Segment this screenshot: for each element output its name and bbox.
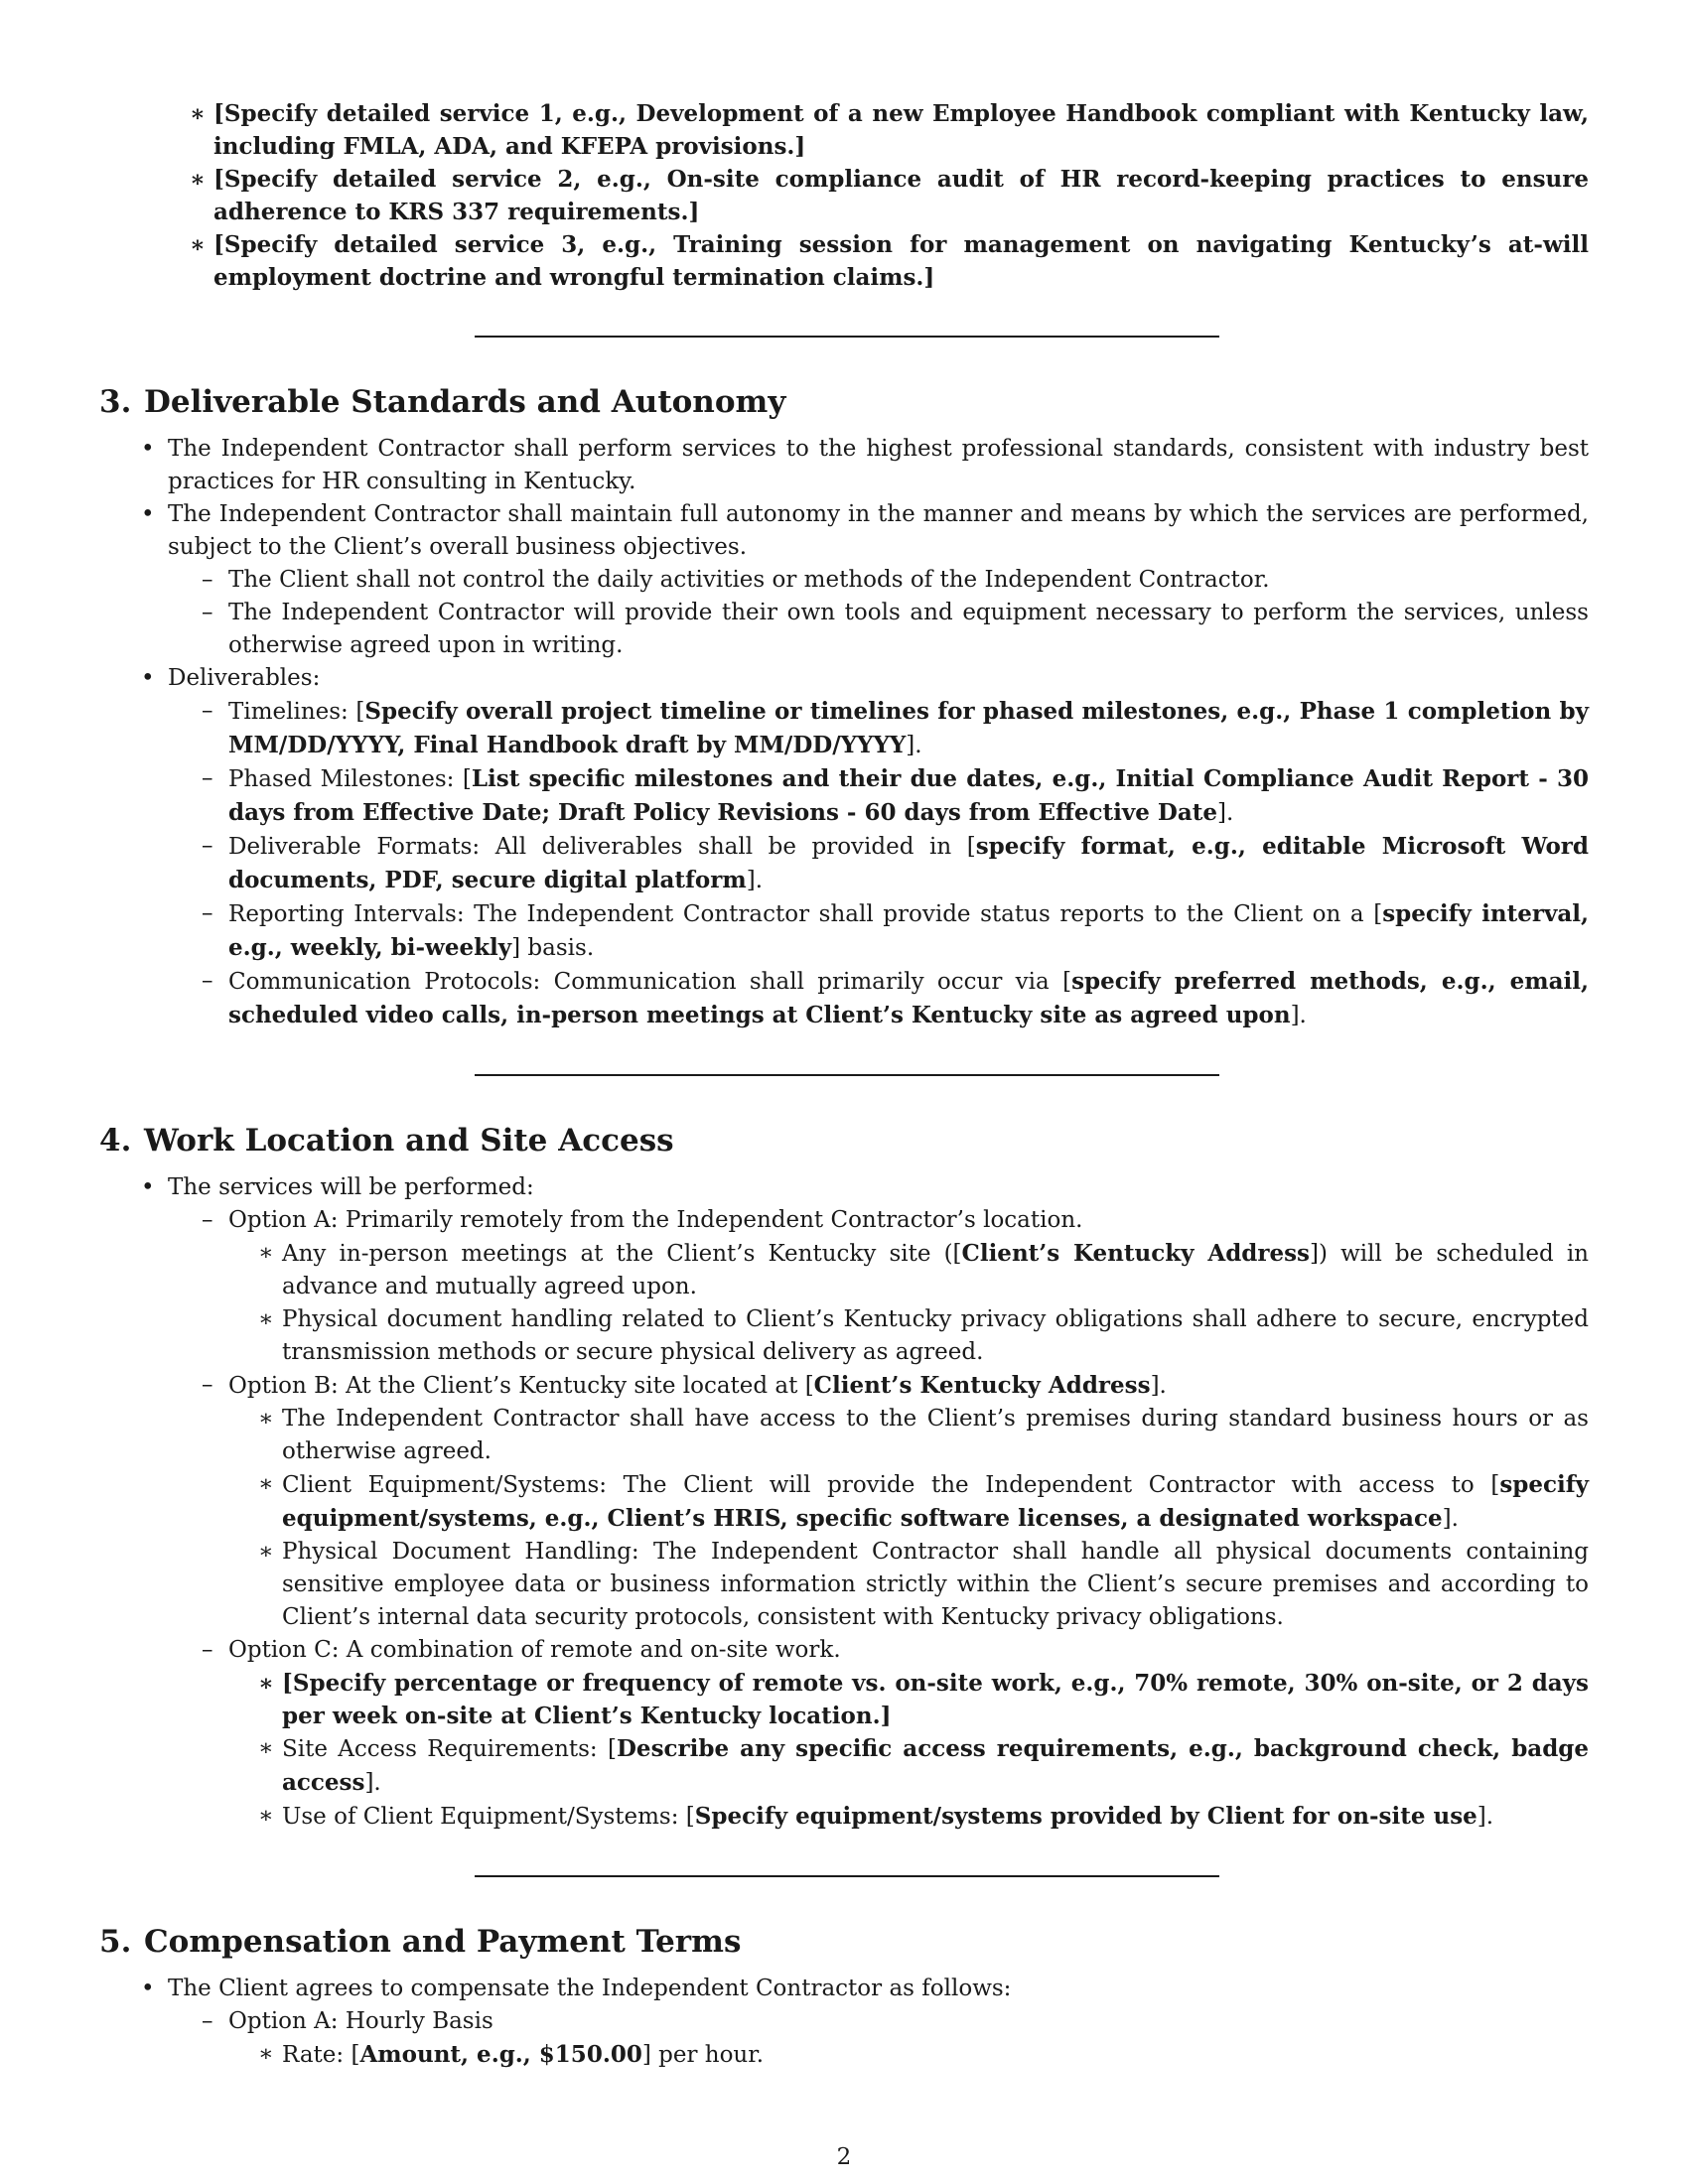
list-item: ∗ The Independent Contractor shall have access to the Client’s premises during standard business hours or as otherwise agreed.: [258, 1406, 1589, 1464]
list-item: ∗ Use of Client Equipment/Systems: [Specify equipment/systems provided by Client for on-site use].: [258, 1803, 1494, 1830]
list-item: • The Independent Contractor shall perform services to the highest professional standards, consistent with industry best practices for HR consulting in Kentucky.: [141, 436, 1589, 494]
section-divider: [475, 1875, 1219, 1877]
list-item: – The Independent Contractor will provide their own tools and equipment necessary to perform the services, unless otherwise agreed upon in writing.: [202, 600, 1589, 658]
list-item: – Phased Milestones: [List specific milestones and their due dates, e.g., Initial Compliance Audit Report - 30 days from Effective Date; Draft Policy Revisions - 60 days from Effective Date].: [202, 765, 1589, 826]
list-item: – Option A: Primarily remotely from the Independent Contractor’s location. ∗ Any in-person meetings at the Client’s Kentucky site ([Client’s Kentucky Address]) will be scheduled in advance and mutually agreed upon. ∗ Physical document handling related to Client’s Kentucky privacy obligations shall adhere to secure, encrypted transmission methods or secure physical delivery as agreed.: [168, 1204, 1589, 1369]
section-heading: 5. Compensation and Payment Terms: [99, 1924, 742, 1960]
list-item: ∗ Physical Document Handling: The Independent Contractor shall handle all physical documents containing sensitive employee data or business information strictly within the Client’s secure premises and according to Client’s internal data security protocols, consistent with Kentucky privacy obligations.: [258, 1539, 1589, 1630]
section-divider: [475, 336, 1219, 338]
list-item: ∗ Rate: [Amount, e.g., $150.00] per hour.: [258, 2041, 765, 2068]
section-4-list: [99, 1171, 1589, 1834]
list-item: – Option A: Hourly Basis ∗ Rate: [Amount, e.g., $150.00] per hour.: [168, 2005, 1589, 2072]
section-heading: 4. Work Location and Site Access: [99, 1123, 674, 1159]
list-item: • The services will be performed: – Option A: Primarily remotely from the Independent Contractor’s location. ∗ Any in-person meetings at the Client’s Kentucky site ([Client’s Kentucky Address]) will be scheduled in advance and mutually agreed upon. ∗ Physical document handling related to Client’s Kentucky privacy obligations shall adhere to secure, encrypted transmission methods or secure physical delivery as agreed. – Option B: At the Client’s Kentucky site located at [Client’s Kentucky Address]. ∗ The Independent Contractor shall have access to the Client’s premises during standard business hours or as otherwise agreed. ∗ Client Equipment/Systems: The Client will provide the Independent Contractor with access to [specify equipment/systems, e.g., Client’s HRIS, specific software licenses, a designated workspace]. ∗ Physical Document Handling: The Independent Contractor shall handle all physical documents containing sensitive employee data or business information strictly within the Client’s secure premises and according to Client’s internal data security protocols, consistent with Kentucky privacy obligations. – Option C: A combination of remote and on-site work. ∗ [Specify percentage or frequency of remote vs. on-site work, e.g., 70% remote, 30% on-site, or 2 days per week on-site at Client’s Kentucky location.] ∗ Site Access Requirements: [Describe any specific access requirements, e.g., background check, badge access]. ∗ Use of Client Equipment/Systems: [Specify equipment/systems provided by Client for on-site use].: [99, 1171, 1589, 1834]
list-item: ∗ Site Access Requirements: [Describe any specific access requirements, e.g., background check, badge access].: [258, 1735, 1590, 1796]
service-list: [160, 97, 1589, 294]
list-item: – Timelines: [Specify overall project timeline or timelines for phased milestones, e.g., Phase 1 completion by MM/DD/YYYY, Final Handbook draft by MM/DD/YYYY].: [202, 698, 1589, 758]
section-3-list: [99, 433, 1589, 1032]
list-item: • The Client agrees to compensate the Independent Contractor as follows: – Option A: Hourly Basis ∗ Rate: [Amount, e.g., $150.00] per hour.: [99, 1973, 1589, 2072]
list-item: ∗ Physical document handling related to Client’s Kentucky privacy obligations shall adhere to secure, encrypted transmission methods or secure physical delivery as agreed.: [258, 1306, 1589, 1365]
list-item: – Option C: A combination of remote and on-site work. ∗ [Specify percentage or frequency of remote vs. on-site work, e.g., 70% remote, 30% on-site, or 2 days per week on-site at Client’s Kentucky location.] ∗ Site Access Requirements: [Describe any specific access requirements, e.g., background check, badge access]. ∗ Use of Client Equipment/Systems: [Specify equipment/systems provided by Client for on-site use].: [168, 1634, 1589, 1834]
page-number: 2: [836, 2144, 852, 2170]
list-item: – Deliverable Formats: All deliverables shall be provided in [specify format, e.g., editable Microsoft Word documents, PDF, secure digital platform].: [202, 833, 1590, 893]
section-5-list: [99, 1973, 1589, 2072]
list-item: – The Client shall not control the daily activities or methods of the Independent Contractor.: [202, 567, 1270, 593]
list-item: ∗ Any in-person meetings at the Client’s Kentucky site ([Client’s Kentucky Address]) will be scheduled in advance and mutually agreed upon.: [258, 1240, 1589, 1299]
list-item: ∗ Client Equipment/Systems: The Client will provide the Independent Contractor with access to [specify equipment/systems, e.g., Client’s HRIS, specific software licenses, a designated workspace].: [258, 1471, 1589, 1532]
document-page: [99, 97, 1589, 2072]
list-item: • Deliverables: – Timelines: [Specify overall project timeline or timelines for phased milestones, e.g., Phase 1 completion by MM/DD/YYYY, Final Handbook draft by MM/DD/YYYY]. – Phased Milestones: [List specific milestones and their due dates, e.g., Initial Compliance Audit Report - 30 days from Effective Date; Draft Policy Revisions - 60 days from Effective Date]. – Deliverable Formats: All deliverables shall be provided in [specify format, e.g., editable Microsoft Word documents, PDF, secure digital platform]. – Reporting Intervals: The Independent Contractor shall provide status reports to the Client on a [specify interval, e.g., weekly, bi-weekly] basis. – Communication Protocols: Communication shall primarily occur via [specify preferred methods, e.g., email, scheduled video calls, in-person meetings at Client’s Kentucky site as agreed upon].: [99, 662, 1589, 1032]
list-item: ∗ [Specify detailed service 3, e.g., Training session for management on navigating Kentucky’s at-will employment doctrine and wrongful termination claims.]: [190, 231, 1589, 291]
list-item: – Communication Protocols: Communication shall primarily occur via [specify preferred methods, e.g., email, scheduled video calls, in-person meetings at Client’s Kentucky site as agreed upon].: [202, 968, 1589, 1028]
list-item: ∗ [Specify detailed service 2, e.g., On-site compliance audit of HR record-keeping practices to ensure adherence to KRS 337 requirements.]: [190, 166, 1589, 225]
section-divider: [475, 1074, 1219, 1076]
list-item: – Reporting Intervals: The Independent Contractor shall provide status reports to the Client on a [specify interval, e.g., weekly, bi-weekly] basis.: [202, 900, 1589, 961]
list-item: ∗ [Specify percentage or frequency of remote vs. on-site work, e.g., 70% remote, 30% on-site, or 2 days per week on-site at Client’s Kentucky location.]: [258, 1670, 1589, 1729]
list-item: • The Independent Contractor shall maintain full autonomy in the manner and means by which the services are performed, subject to the Client’s overall business objectives. – The Client shall not control the daily activities or methods of the Independent Contractor. – The Independent Contractor will provide their own tools and equipment necessary to perform the services, unless otherwise agreed upon in writing.: [99, 498, 1589, 662]
list-item: ∗ [Specify detailed service 1, e.g., Development of a new Employee Handbook compliant with Kentucky law, including FMLA, ADA, and KFEPA provisions.]: [190, 100, 1589, 160]
list-item: – Option B: At the Client’s Kentucky site located at [Client’s Kentucky Address]. ∗ The Independent Contractor shall have access to the Client’s premises during standard business hours or as otherwise agreed. ∗ Client Equipment/Systems: The Client will provide the Independent Contractor with access to [specify equipment/systems, e.g., Client’s HRIS, specific software licenses, a designated workspace]. ∗ Physical Document Handling: The Independent Contractor shall handle all physical documents containing sensitive employee data or business information strictly within the Client’s secure premises and according to Client’s internal data security protocols, consistent with Kentucky privacy obligations.: [168, 1369, 1589, 1634]
section-heading: 3. Deliverable Standards and Autonomy: [99, 384, 786, 420]
